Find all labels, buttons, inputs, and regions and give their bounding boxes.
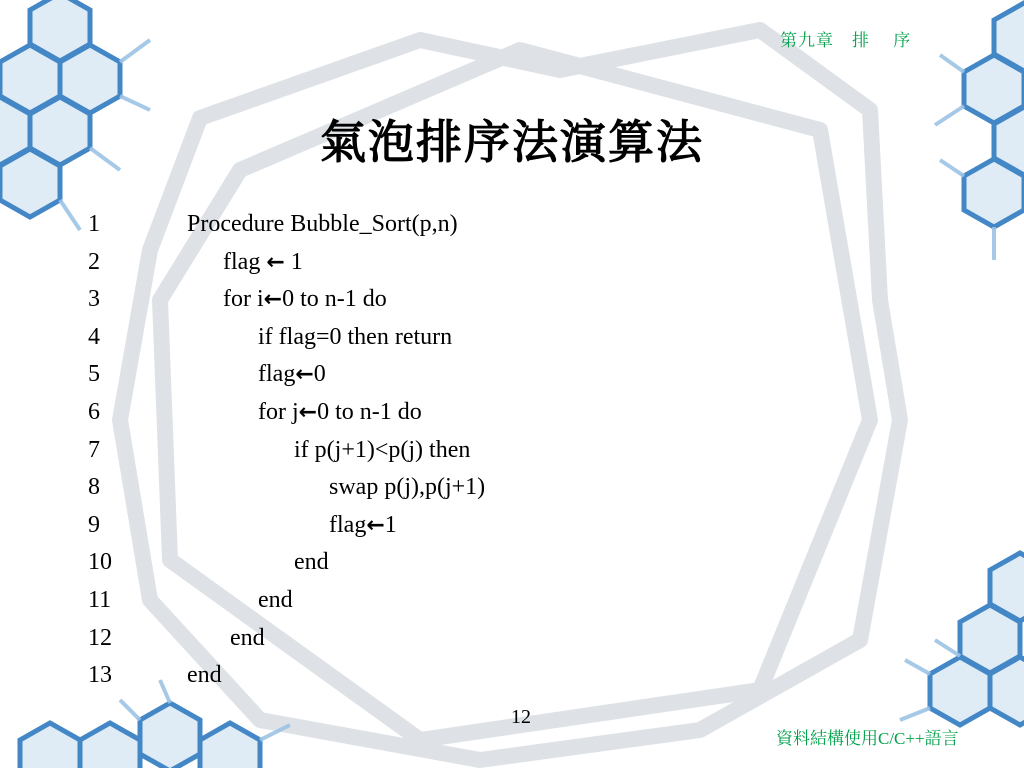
code-text <box>258 356 326 393</box>
book-title-footer: 資料結構使用C/C++語言 <box>776 729 959 748</box>
code-line <box>0 394 1024 430</box>
line-number: 7 <box>88 436 100 463</box>
left-arrow-icon: ← <box>366 512 385 538</box>
code-line <box>0 356 1024 392</box>
left-arrow-icon: ← <box>295 362 314 388</box>
code-token: 0 to n-1 do <box>317 399 422 425</box>
code-line <box>0 620 1024 656</box>
left-arrow-icon: ← <box>266 249 285 275</box>
code-token: if flag=0 then return <box>258 323 453 350</box>
code-text <box>329 507 397 544</box>
code-line <box>0 469 1024 505</box>
code-line <box>0 657 1024 693</box>
code-text <box>294 432 470 468</box>
code-token: for i <box>223 286 264 313</box>
code-token: 1 <box>284 248 303 275</box>
code-token: flag <box>223 248 267 275</box>
code-line <box>0 432 1024 468</box>
line-number: 11 <box>88 587 112 613</box>
code-token: end <box>187 662 222 689</box>
code-text <box>258 582 293 618</box>
code-token: Procedure Bubble_Sort(p,n) <box>187 211 458 237</box>
chapter-label: 第九章 排 序 <box>780 31 912 50</box>
code-text <box>187 657 222 693</box>
code-text <box>187 206 458 242</box>
code-token: end <box>258 587 293 613</box>
code-token: 0 to n-1 do <box>282 286 387 313</box>
code-text <box>294 544 329 580</box>
line-number: 1 <box>88 211 100 237</box>
code-text <box>329 469 485 505</box>
code-text <box>258 394 422 431</box>
code-token: 0 <box>313 361 326 388</box>
code-line <box>0 319 1024 355</box>
slide-title: 氣泡排序法演算法 <box>320 115 704 169</box>
code-line <box>0 206 1024 242</box>
code-token: end <box>230 624 265 651</box>
code-line <box>0 582 1024 618</box>
code-token: end <box>294 549 329 576</box>
code-text <box>230 620 265 656</box>
line-number: 4 <box>88 323 100 350</box>
line-number: 5 <box>88 361 100 388</box>
line-number: 13 <box>88 662 112 689</box>
line-number: 3 <box>88 286 100 313</box>
code-line <box>0 281 1024 317</box>
code-text <box>223 244 303 281</box>
line-number: 8 <box>88 474 100 501</box>
code-token: 1 <box>384 511 397 538</box>
code-token: swap p(j),p(j+1) <box>329 474 486 501</box>
code-token: if p(j+1)<p(j) then <box>294 436 471 463</box>
code-text <box>223 281 387 318</box>
code-token: flag <box>329 511 367 538</box>
line-number: 6 <box>88 399 100 425</box>
line-number: 12 <box>88 624 112 651</box>
page-number: 12 <box>511 706 531 728</box>
left-arrow-icon: ← <box>298 400 318 425</box>
left-arrow-icon: ← <box>263 287 283 313</box>
line-number: 9 <box>88 511 100 538</box>
code-line <box>0 507 1024 543</box>
code-token: for j <box>258 399 299 425</box>
code-token: flag <box>258 361 296 388</box>
code-line <box>0 244 1024 280</box>
code-line <box>0 544 1024 580</box>
line-number: 2 <box>88 248 100 275</box>
line-number: 10 <box>88 549 112 576</box>
code-text <box>258 319 452 355</box>
